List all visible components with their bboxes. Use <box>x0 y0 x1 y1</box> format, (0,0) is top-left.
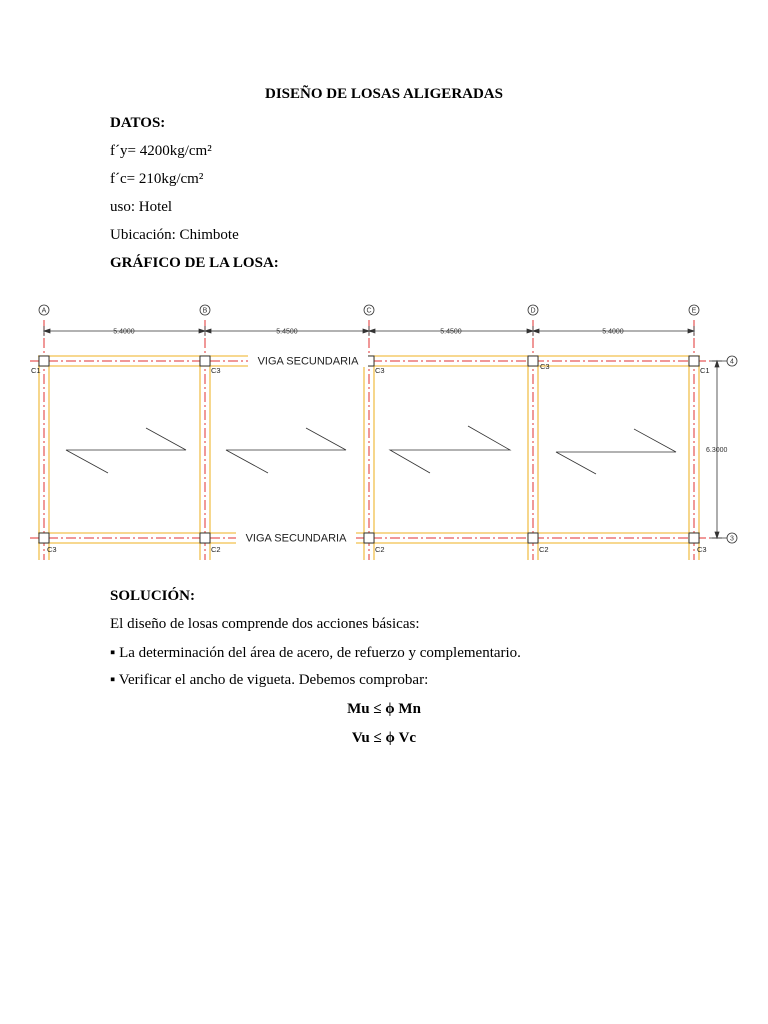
column-label: C1 <box>700 366 710 375</box>
column-label: C2 <box>211 545 221 554</box>
grafico-heading: GRÁFICO DE LA LOSA: <box>110 255 279 271</box>
span-label-de: 5.4000 <box>602 328 624 336</box>
beam-label-top: VIGA SECUNDARIA <box>257 355 359 368</box>
dato-ubicacion: Ubicación: Chimbote <box>110 227 239 243</box>
dato-uso: uso: Hotel <box>110 199 173 215</box>
beams <box>38 356 700 560</box>
solucion-heading: SOLUCIÓN: <box>110 588 196 604</box>
span-label-cd: 5.4500 <box>440 328 462 336</box>
beam-label-bottom: VIGA SECUNDARIA <box>245 532 347 545</box>
slab-direction-symbols <box>66 426 676 474</box>
dato-fy: f´y= 4200kg/cm² <box>110 143 212 159</box>
formula-shear: Vu ≤ ϕ Vc <box>351 730 417 746</box>
height-dim-label: 6.3000 <box>706 447 728 454</box>
axis-label-b: B <box>202 307 208 315</box>
span-dimensions <box>44 326 694 336</box>
axis-label-a: A <box>41 307 47 315</box>
span-label-bc: 5.4500 <box>276 328 298 336</box>
solucion-intro: El diseño de losas comprende dos acciones básicas: <box>110 616 420 632</box>
axis-label-3: 3 <box>730 535 734 543</box>
formula-moment: Mu ≤ ϕ Mn <box>347 701 421 717</box>
column-label: C3 <box>697 545 707 554</box>
column-label: C3 <box>375 366 385 375</box>
datos-heading: DATOS: <box>110 115 166 131</box>
page-title: DISEÑO DE LOSAS ALIGERADAS <box>265 86 503 102</box>
column-label: C3 <box>47 545 57 554</box>
span-label-ab: 5.4000 <box>113 328 135 336</box>
axis-bubbles <box>39 305 737 543</box>
axis-label-e: E <box>691 307 697 315</box>
column-label: C3 <box>211 366 221 375</box>
dato-fc: f´c= 210kg/cm² <box>110 171 204 187</box>
axis-label-4: 4 <box>730 358 734 366</box>
column-label: C1 <box>31 366 41 375</box>
bullet-item: ▪ La determinación del área de acero, de refuerzo y complementario. <box>110 645 521 661</box>
axis-label-d: D <box>530 307 536 315</box>
column-label: C3 <box>540 362 550 371</box>
axis-label-c: C <box>366 307 372 315</box>
slab-plan-drawing <box>20 298 740 560</box>
column-label: C2 <box>539 545 549 554</box>
column-label: C2 <box>375 545 385 554</box>
bullet-item: ▪ Verificar el ancho de vigueta. Debemos comprobar: <box>110 672 429 688</box>
